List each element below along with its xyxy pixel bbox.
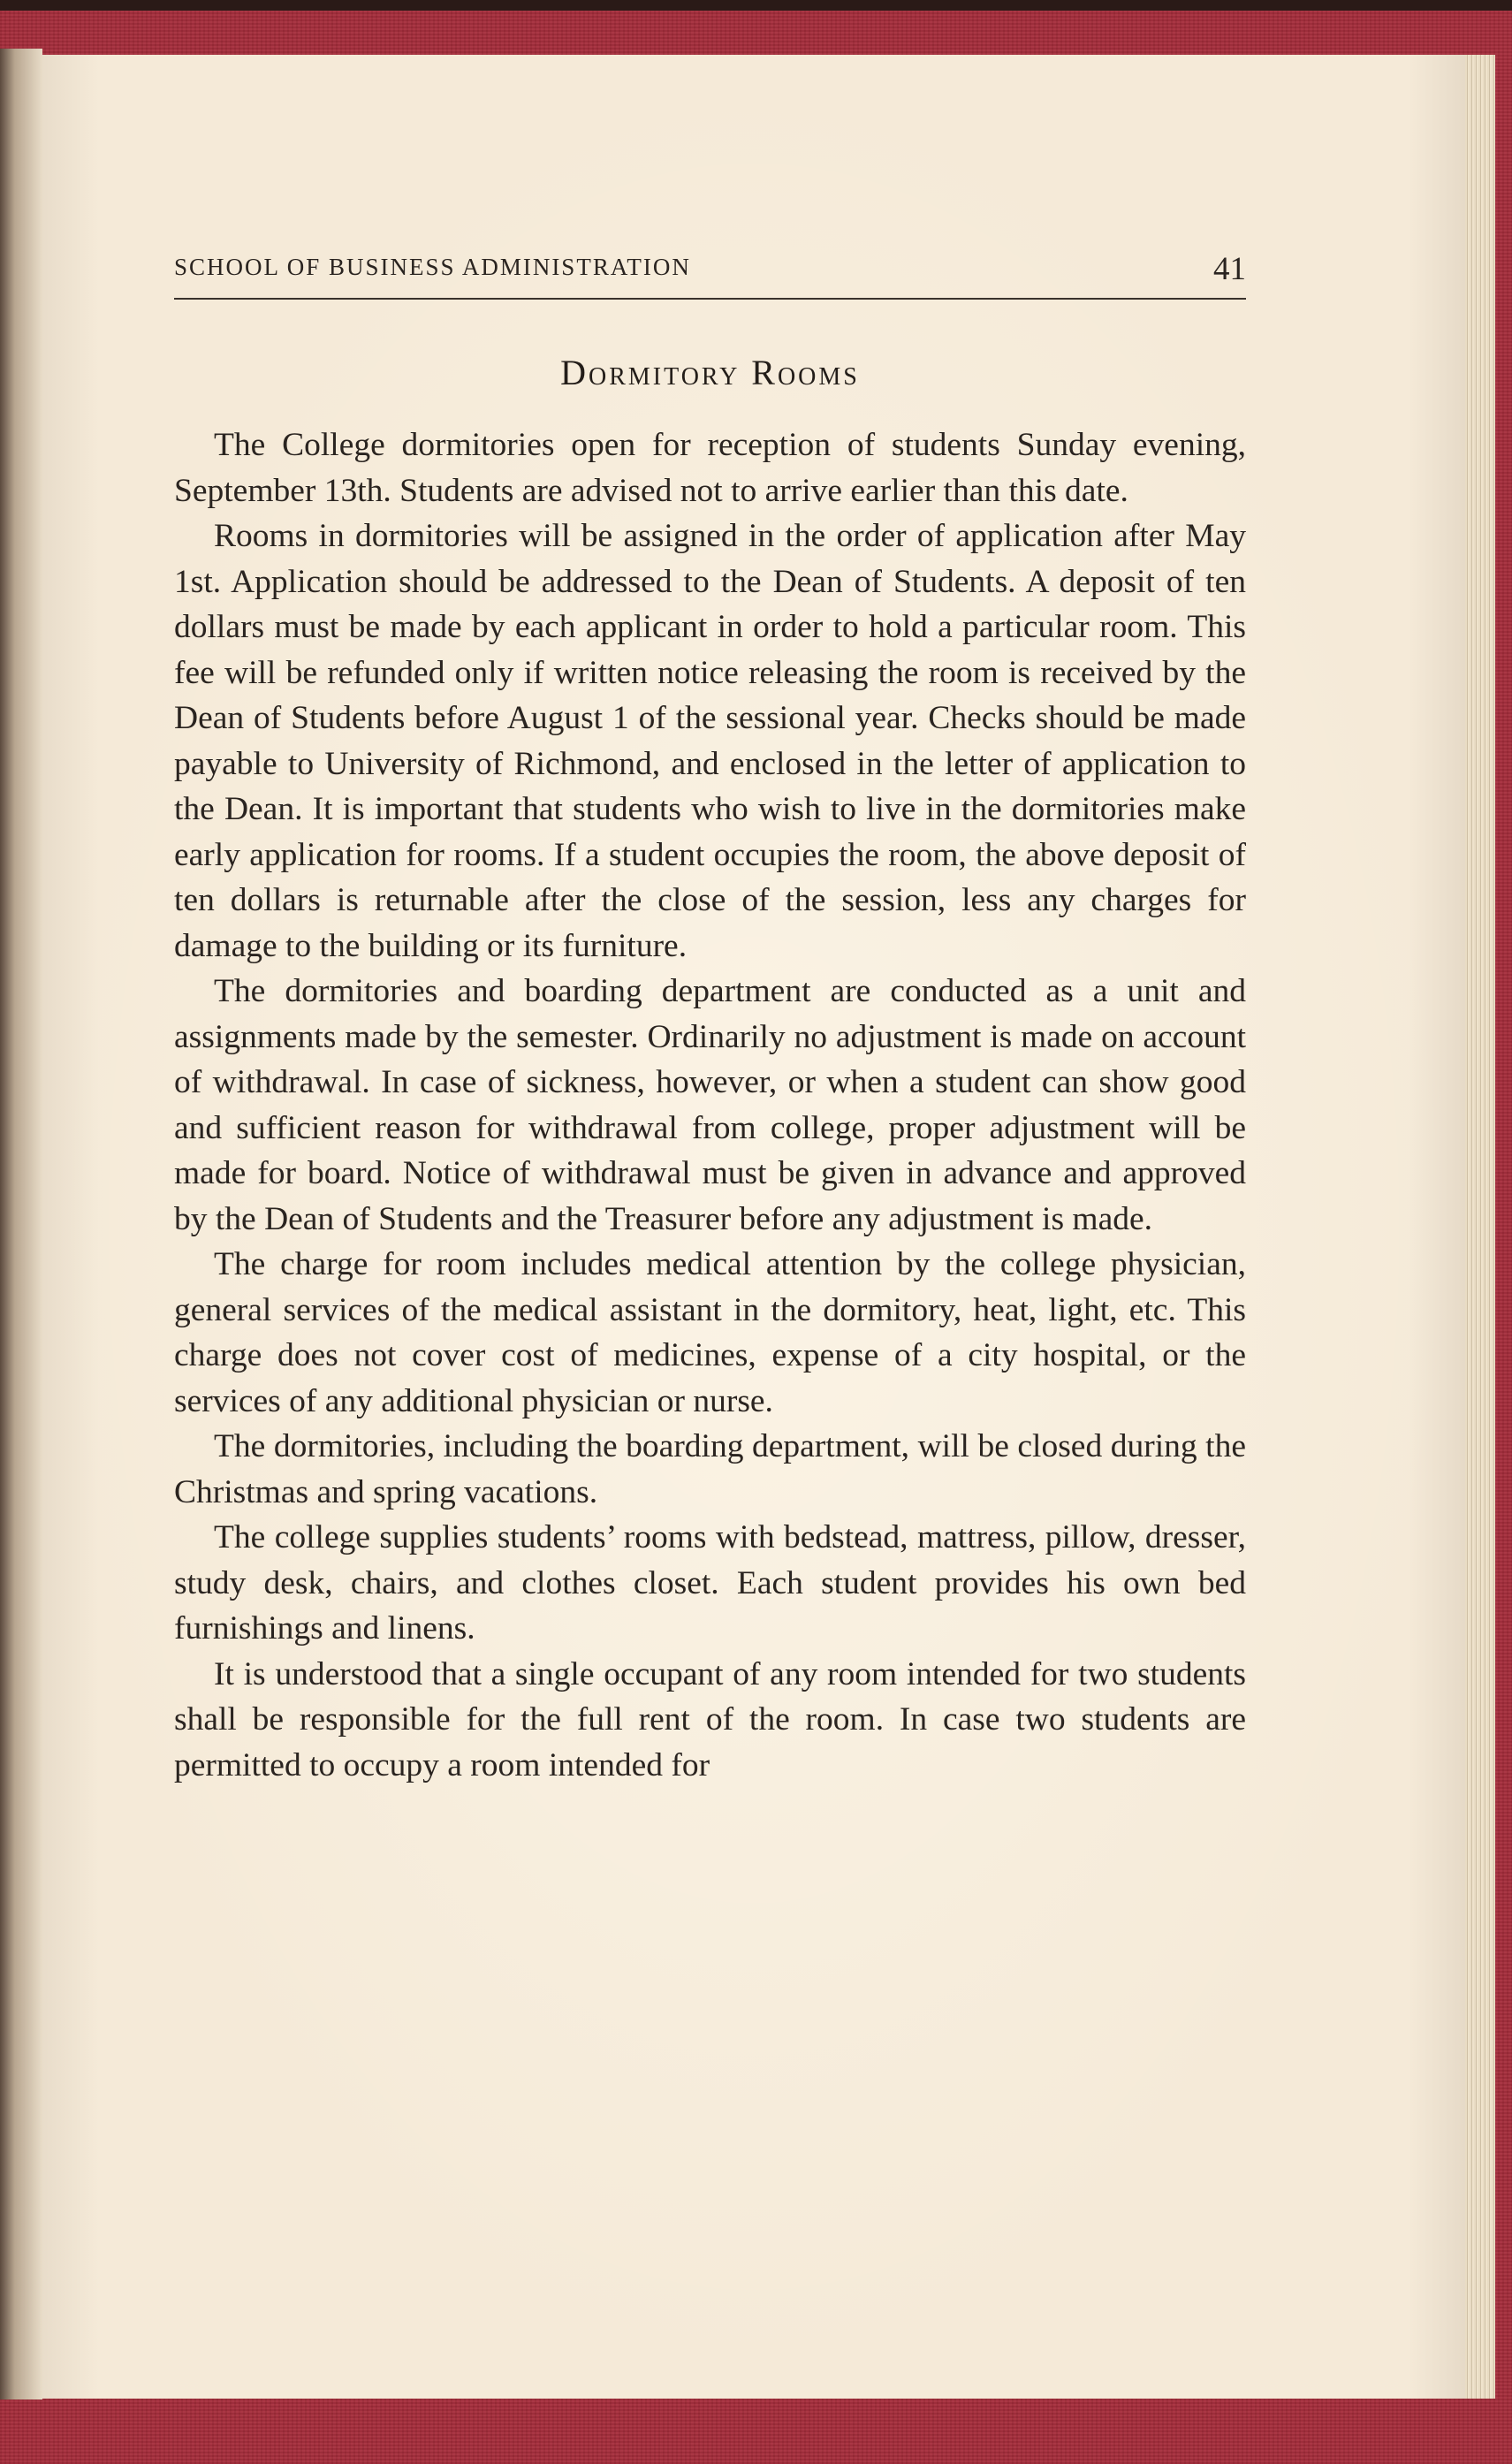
section-title: Dormitory Rooms	[560, 353, 860, 392]
paragraph: The College dormitories open for reception of students Sunday evening, September 13th. Students are advised not to arrive earlier than this date.	[174, 427, 1246, 509]
page-header	[174, 250, 1246, 300]
cover-top-edge	[0, 0, 1512, 11]
running-head: SCHOOL OF BUSINESS ADMINISTRATION	[174, 254, 691, 280]
paragraph: The dormitories, including the boarding department, will be closed during the Christmas and spring vacations.	[174, 1428, 1246, 1510]
paragraph: It is understood that a single occupant of any room intended for two students shall be responsible for the full rent of the room. In case two students are permitted to occupy a room intended for	[174, 1655, 1246, 1783]
paragraph: The dormitories and boarding department are conducted as a unit and assignments made by the semester. Ordinarily no adjustment is made on account of withdrawal. In case of sickness, however, or when a student can show good and sufficient reason for withdrawal from college, proper adjustment will be made for board. Notice of withdrawal must be given in advance and approved by the Dean of Students and the Treasurer before any adjustment is made.	[174, 973, 1246, 1237]
page-fore-edge	[1465, 55, 1495, 2399]
page-number: 41	[1213, 251, 1246, 287]
header-rule	[174, 298, 1246, 300]
body-text	[174, 422, 1246, 1788]
paragraph: The charge for room includes medical attention by the college physician, general services of the medical assistant in the dormitory, heat, light, etc. This charge does not cover cost of medicines, expense of a city hospital, or the services of any additional physician or nurse.	[174, 1246, 1246, 1419]
paragraph: The college supplies students’ rooms with bedstead, mattress, pillow, dresser, study desk, chairs, and clothes closet. Each student provides his own bed furnishings and linens.	[174, 1519, 1246, 1646]
paragraph: Rooms in dormitories will be assigned in the order of application after May 1st. Application should be addressed to the Dean of Students. A deposit of ten dollars must be made by each applicant in order to hold a particular room. This fee will be refunded only if written notice releasing the room is received by the Dean of Students before August 1 of the sessional year. Checks should be made payable to University of Richmond, and enclosed in the letter of application to the Dean. It is important that students who wish to live in the dormitories make early application for rooms. If a student occupies the room, the above deposit of ten dollars is returnable after the close of the session, less any charges for damage to the building or its furniture.	[174, 518, 1246, 964]
page-gutter	[0, 49, 42, 2399]
